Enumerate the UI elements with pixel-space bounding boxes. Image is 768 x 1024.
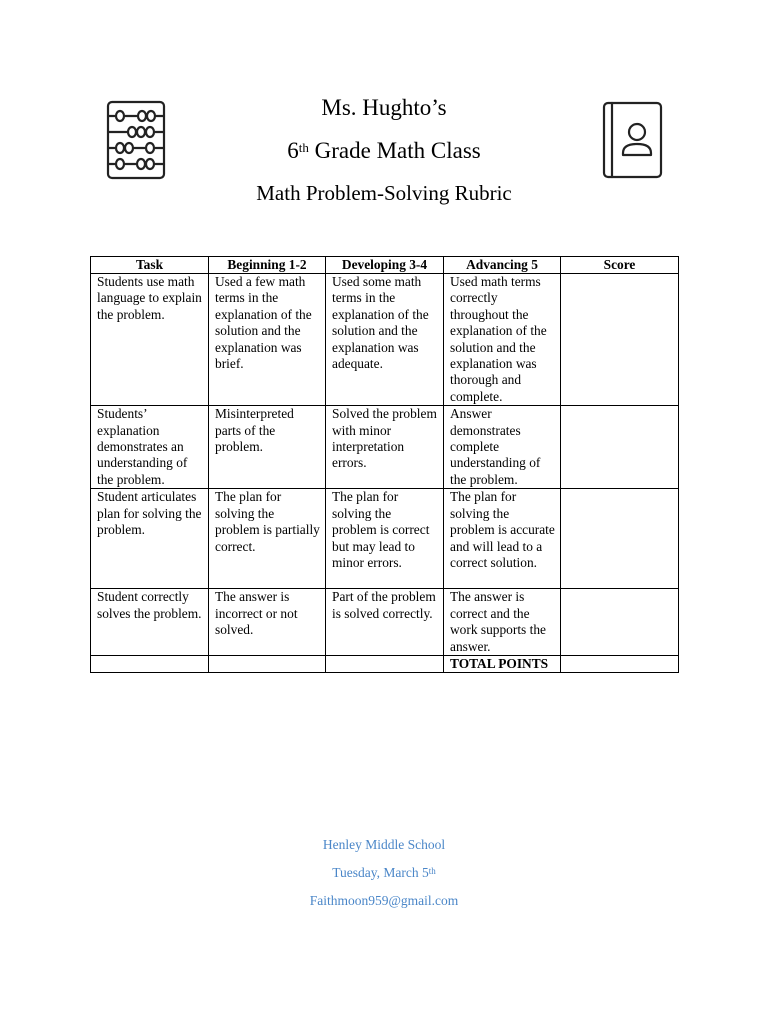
task-cell: Students use math language to explain the problem. <box>91 274 209 406</box>
advancing-cell: Used math terms correctly throughout the explanation of the solution and the explanation was thorough and complete. <box>444 274 561 406</box>
table-row <box>91 274 679 406</box>
contact-book-icon <box>601 101 663 179</box>
email-address: Faithmoon959@gmail.com <box>309 893 459 908</box>
total-row <box>91 655 679 672</box>
developing-cell: Used some math terms in the explanation of the solution and the explanation was adequate. <box>326 274 444 406</box>
rubric-table <box>90 256 679 673</box>
score-cell <box>561 274 679 406</box>
beginning-cell: Used a few math terms in the explanation of the solution and the explanation was brief. <box>209 274 326 406</box>
task-cell: Student articulates plan for solving the problem. <box>91 489 209 589</box>
beginning-cell: The plan for solving the problem is partially correct. <box>209 489 326 589</box>
total-blank-cell <box>91 655 209 672</box>
score-cell <box>561 589 679 656</box>
grade-suffix: th <box>298 140 309 155</box>
class-title-rest: Grade Math Class <box>308 138 481 163</box>
score-cell <box>561 489 679 589</box>
total-points-label: TOTAL POINTS <box>444 655 561 672</box>
total-blank-cell <box>326 655 444 672</box>
header-task: Task <box>91 257 209 274</box>
grade-number: 6 <box>287 138 299 163</box>
rubric-title: Math Problem-Solving Rubric <box>256 181 512 205</box>
table-row <box>91 406 679 489</box>
table-row <box>91 489 679 589</box>
advancing-cell: Answer demonstrates complete understanding of the problem. <box>444 406 561 489</box>
developing-cell: Solved the problem with minor interpretation errors. <box>326 406 444 489</box>
developing-cell: Part of the problem is solved correctly. <box>326 589 444 656</box>
beginning-cell: Misinterpreted parts of the problem. <box>209 406 326 489</box>
date-suffix: th <box>428 866 436 876</box>
header-beginning: Beginning 1-2 <box>209 257 326 274</box>
school-name: Henley Middle School <box>322 837 446 852</box>
date-text: Tuesday, March 5 <box>332 865 429 880</box>
header-score: Score <box>561 257 679 274</box>
table-row <box>91 589 679 656</box>
header-developing: Developing 3-4 <box>326 257 444 274</box>
advancing-cell: The plan for solving the problem is accurate and will lead to a correct solution. <box>444 489 561 589</box>
task-cell: Students’ explanation demonstrates an understanding of the problem. <box>91 406 209 489</box>
score-cell <box>561 406 679 489</box>
header-advancing: Advancing 5 <box>444 257 561 274</box>
task-cell: Student correctly solves the problem. <box>91 589 209 656</box>
total-score-cell <box>561 655 679 672</box>
date-line <box>0 864 768 882</box>
beginning-cell: The answer is incorrect or not solved. <box>209 589 326 656</box>
table-header-row <box>91 257 679 274</box>
advancing-cell: The answer is correct and the work supports the answer. <box>444 589 561 656</box>
total-blank-cell <box>209 655 326 672</box>
developing-cell: The plan for solving the problem is correct but may lead to minor errors. <box>326 489 444 589</box>
teacher-name: Ms. Hughto’s <box>321 95 447 120</box>
